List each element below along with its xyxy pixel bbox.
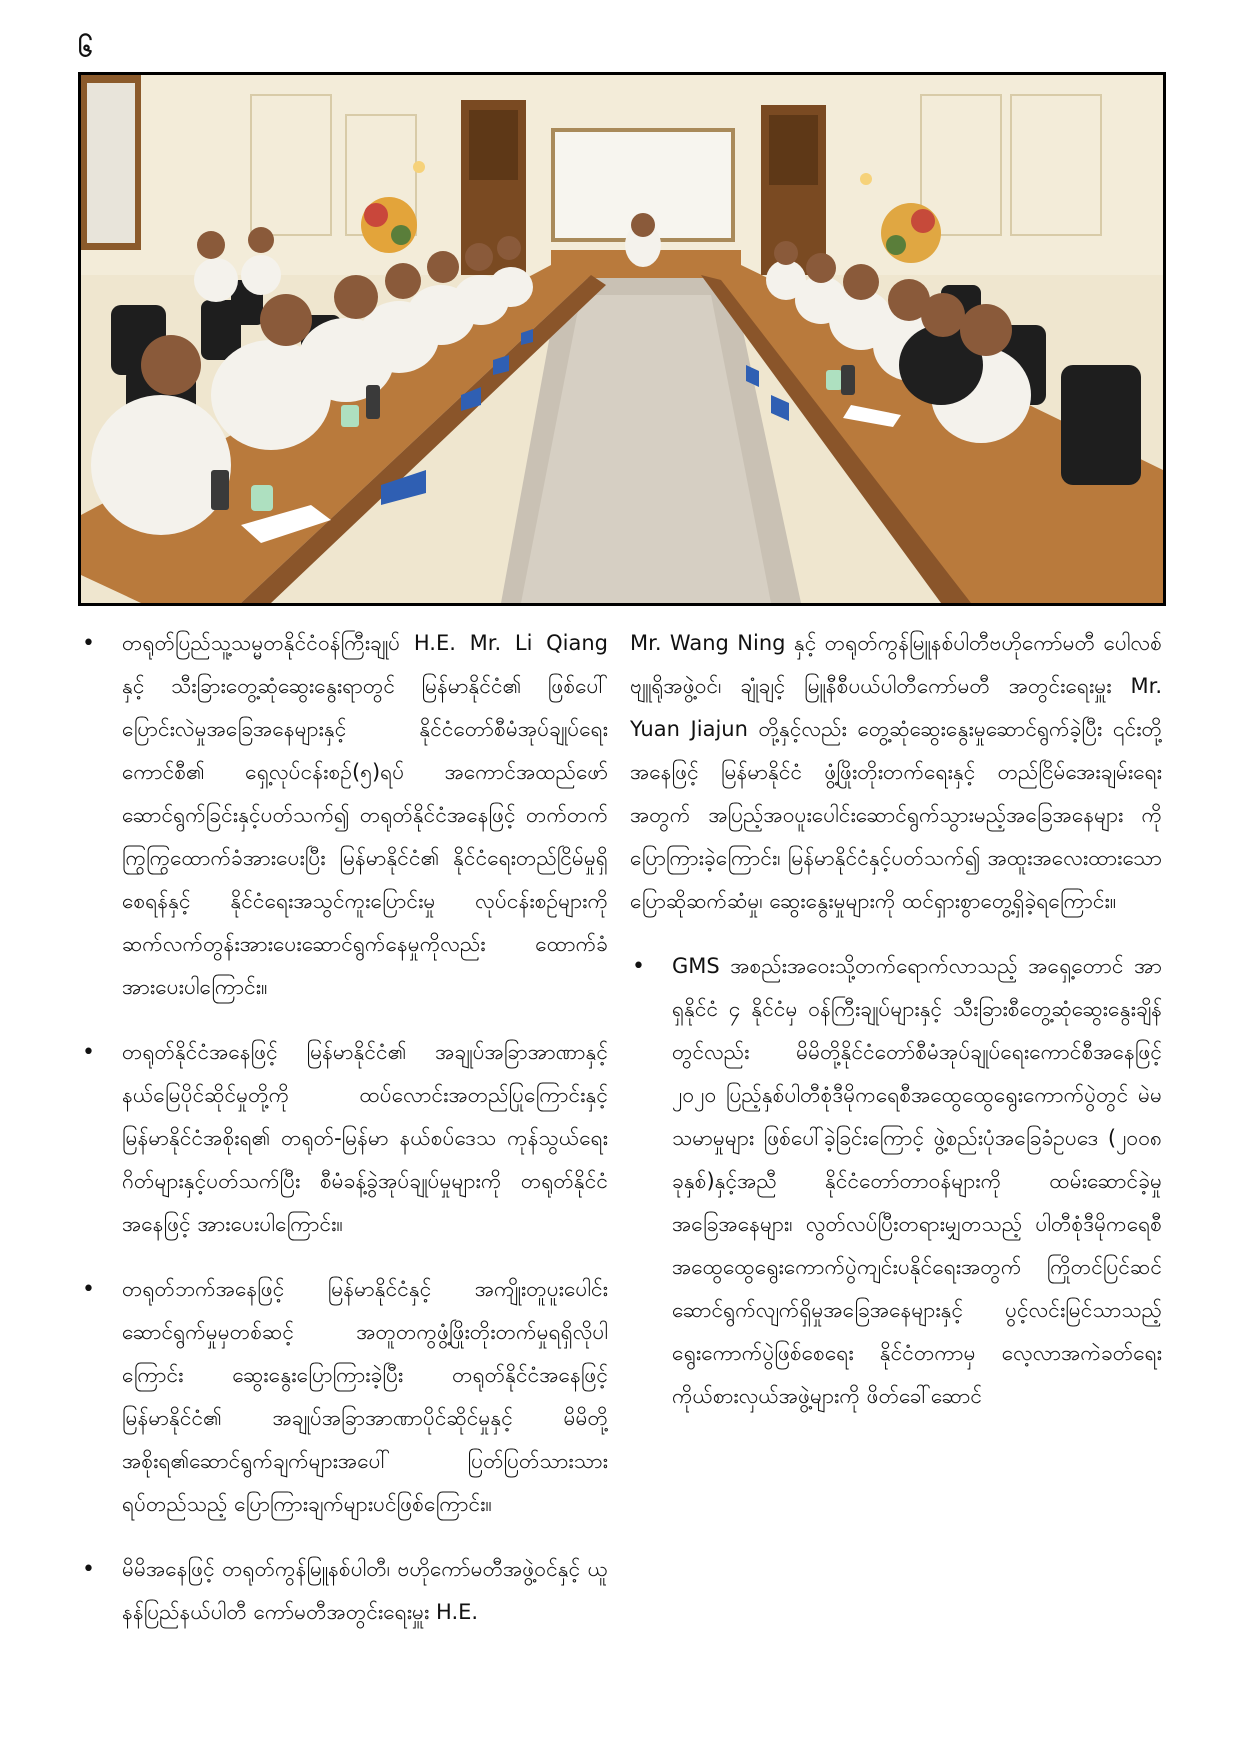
- right-column: [630, 622, 1162, 1440]
- meeting-room-photo: [78, 72, 1166, 606]
- list-item-text: တရုတ်ဘက်အနေဖြင့် မြန်မာနိုင်ငံနှင့် အကျိုးတူပူးပေါင်းဆောင်ရွက်မှုမှတစ်ဆင့် အတူတကွဖွံ့ဖြိုးတိုးတက်မှုရရှိလိုပါကြောင်း ဆွေးနွေးပြောကြားခဲ့ပြီး တရုတ်နိုင်ငံအနေဖြင့် မြန်မာနိုင်ငံ၏ အချုပ်အခြာအာဏာပိုင်ဆိုင်မှုနှင့် မိမိတို့အစိုးရ၏ဆောင်ရွက်ချက်များအပေါ် ပြတ်ပြတ်သားသား ရပ်တည်သည့် ပြောကြားချက်များပင်ဖြစ်ကြောင်း။: [122, 1277, 608, 1516]
- list-item: [80, 1031, 608, 1246]
- list-item: [630, 945, 1162, 1418]
- list-item-text: GMS အစည်းအဝေးသို့တက်ရောက်လာသည့် အရှေ့တောင် အာရှနိုင်ငံ ၄ နိုင်ငံမှ ဝန်ကြီးချုပ်များနှင့် သီးခြားစီတွေ့ဆုံဆွေးနွေးချိန်တွင်လည်း မိမိတို့နိုင်ငံတော်စီမံအုပ်ချုပ်ရေးကောင်စီအနေဖြင့် ၂၀၂၀ ပြည့်နှစ်ပါတီစုံဒီမိုကရေစီအထွေထွေရွေးကောက်ပွဲတွင် မဲမသမာမှုများ ဖြစ်ပေါ်ခဲ့ခြင်းကြောင့် ဖွဲ့စည်းပုံအခြေခံဥပဒေ (၂၀၀၈ ခုနှစ်)နှင့်အညီ နိုင်ငံတော်တာဝန်များကို ထမ်းဆောင်ခဲ့မှုအခြေအနေများ၊ လွတ်လပ်ပြီးတရားမျှတသည့် ပါတီစုံဒီမိုကရေစီ အထွေထွေရွေးကောက်ပွဲကျင်းပနိုင်ရေးအတွက် ကြိုတင်ပြင်ဆင် ဆောင်ရွက်လျက်ရှိမှုအခြေအနေများနှင့် ပွင့်လင်းမြင်သာသည့် ရွေးကောက်ပွဲဖြစ်စေရေး နိုင်ငံတကာမှ လေ့လာအကဲခတ်ရေးကိုယ်စားလှယ်အဖွဲ့များကို ဖိတ်ခေါ်ဆောင်: [672, 954, 1162, 1408]
- bullet-icon: •: [82, 1557, 95, 1582]
- list-item-text: မိမိအနေဖြင့် တရုတ်ကွန်မြူနစ်ပါတီ၊ ဗဟိုကော်မတီအဖွဲ့ဝင်နှင့် ယူနန်ပြည်နယ်ပါတီ ကော်မတီအတွင်းရေးမှူး H.E.: [122, 1557, 608, 1624]
- continuation-paragraph: Mr. Wang Ning နှင့် တရုတ်ကွန်မြူနစ်ပါတီဗဟိုကော်မတီ ပေါလစ်ဗျူရိုအဖွဲ့ဝင်၊ ချုံချင့် မြူနီစီပယ်ပါတီကော်မတီ အတွင်းရေးမှူး Mr. Yuan Jiajun တို့နှင့်လည်း တွေ့ဆုံဆွေးနွေးမှုဆောင်ရွက်ခဲ့ပြီး ၎င်းတို့အနေဖြင့် မြန်မာနိုင်ငံ ဖွံ့ဖြိုးတိုးတက်ရေးနှင့် တည်ငြိမ်အေးချမ်းရေးအတွက် အပြည့်အဝပူးပေါင်းဆောင်ရွက်သွားမည့်အခြေအနေများ ကိုပြောကြားခဲ့ကြောင်း၊ မြန်မာနိုင်ငံနှင့်ပတ်သက်၍ အထူးအလေးထားသောပြောဆိုဆက်ဆံမှု၊ ဆွေးနွေးမှုများကို ထင်ရှားစွာတွေ့ရှိခဲ့ရကြောင်း။: [630, 631, 1162, 913]
- list-item: [80, 1548, 608, 1634]
- list-item-text: တရုတ်ပြည်သူ့သမ္မတနိုင်ငံဝန်ကြီးချုပ် H.E. Mr. Li Qiang နှင့် သီးခြားတွေ့ဆုံဆွေးနွေးရာတွင် မြန်မာနိုင်ငံ၏ ဖြစ်ပေါ်ပြောင်းလဲမှုအခြေအနေများနှင့် နိုင်ငံတော်စီမံအုပ်ချုပ်ရေးကောင်စီ၏ ရှေ့လုပ်ငန်းစဉ်(၅)ရပ် အကောင်အထည်ဖော်ဆောင်ရွက်ခြင်းနှင့်ပတ်သက်၍ တရုတ်နိုင်ငံအနေဖြင့် တက်တက်ကြွကြွထောက်ခံအားပေးပြီး မြန်မာနိုင်ငံ၏ နိုင်ငံရေးတည်ငြိမ်မှုရှိစေရန်နှင့် နိုင်ငံရေးအသွင်ကူးပြောင်းမှု လုပ်ငန်းစဉ်များကို ဆက်လက်တွန်းအားပေးဆောင်ရွက်နေမှုကိုလည်း ထောက်ခံအားပေးပါကြောင်း။: [122, 631, 608, 999]
- page-number: ၆: [78, 33, 93, 63]
- list-item: [80, 622, 608, 1009]
- bullet-icon: •: [82, 631, 95, 656]
- list-item: [80, 1268, 608, 1526]
- bullet-icon: •: [632, 954, 645, 979]
- bullet-icon: •: [82, 1277, 95, 1302]
- bullet-icon: •: [82, 1040, 95, 1065]
- left-column: [80, 622, 608, 1656]
- list-item-text: တရုတ်နိုင်ငံအနေဖြင့် မြန်မာနိုင်ငံ၏ အချုပ်အခြာအာဏာနှင့် နယ်မြေပိုင်ဆိုင်မှုတို့ကို ထပ်လောင်းအတည်ပြုကြောင်းနှင့် မြန်မာနိုင်ငံအစိုးရ၏ တရုတ်-မြန်မာ နယ်စပ်ဒေသ ကုန်သွယ်ရေးဂိတ်များနှင့်ပတ်သက်ပြီး စီမံခန့်ခွဲအုပ်ချုပ်မှုများကို တရုတ်နိုင်ငံအနေဖြင့် အားပေးပါကြောင်း။: [122, 1040, 608, 1236]
